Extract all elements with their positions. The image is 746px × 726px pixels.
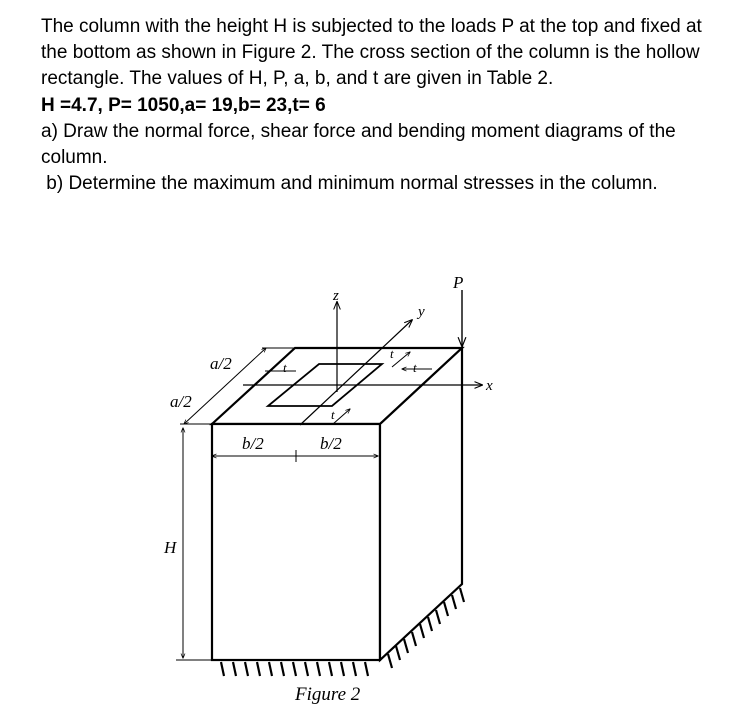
half-b-left-label: b/2 <box>242 434 264 453</box>
question-part-b: b) Determine the maximum and minimum normal stresses in the column. <box>41 173 658 195</box>
x-axis-label: x <box>486 378 493 394</box>
thickness-label-2: t <box>390 346 394 361</box>
load-label: P <box>453 273 464 292</box>
half-a-left-label: a/2 <box>170 392 192 411</box>
question-part-a: a) Draw the normal force, shear force and bending moment diagrams of the column. <box>41 120 676 169</box>
figure-caption: Figure 2 <box>295 684 361 705</box>
given-values: H =4.7, P= 1050,a= 19,b= 23,t= 6 <box>41 94 326 116</box>
y-axis-label: y <box>418 304 425 320</box>
half-a-top-label: a/2 <box>210 354 232 373</box>
thickness-label-1: t <box>283 360 287 375</box>
problem-intro: The column with the height H is subjected to the loads P at the top and fixed at the bottom as shown in Figure 2. The cross section of the column is the hollow rectangle. The values of H, P, a, b, and t are given in Table 2. <box>41 16 702 90</box>
half-b-right-label: b/2 <box>320 434 342 453</box>
height-label: H <box>164 538 177 557</box>
z-axis-label: z <box>333 288 339 304</box>
thickness-label-3: t <box>413 360 417 375</box>
column-body <box>212 348 462 660</box>
thickness-label-4: t <box>331 407 335 422</box>
